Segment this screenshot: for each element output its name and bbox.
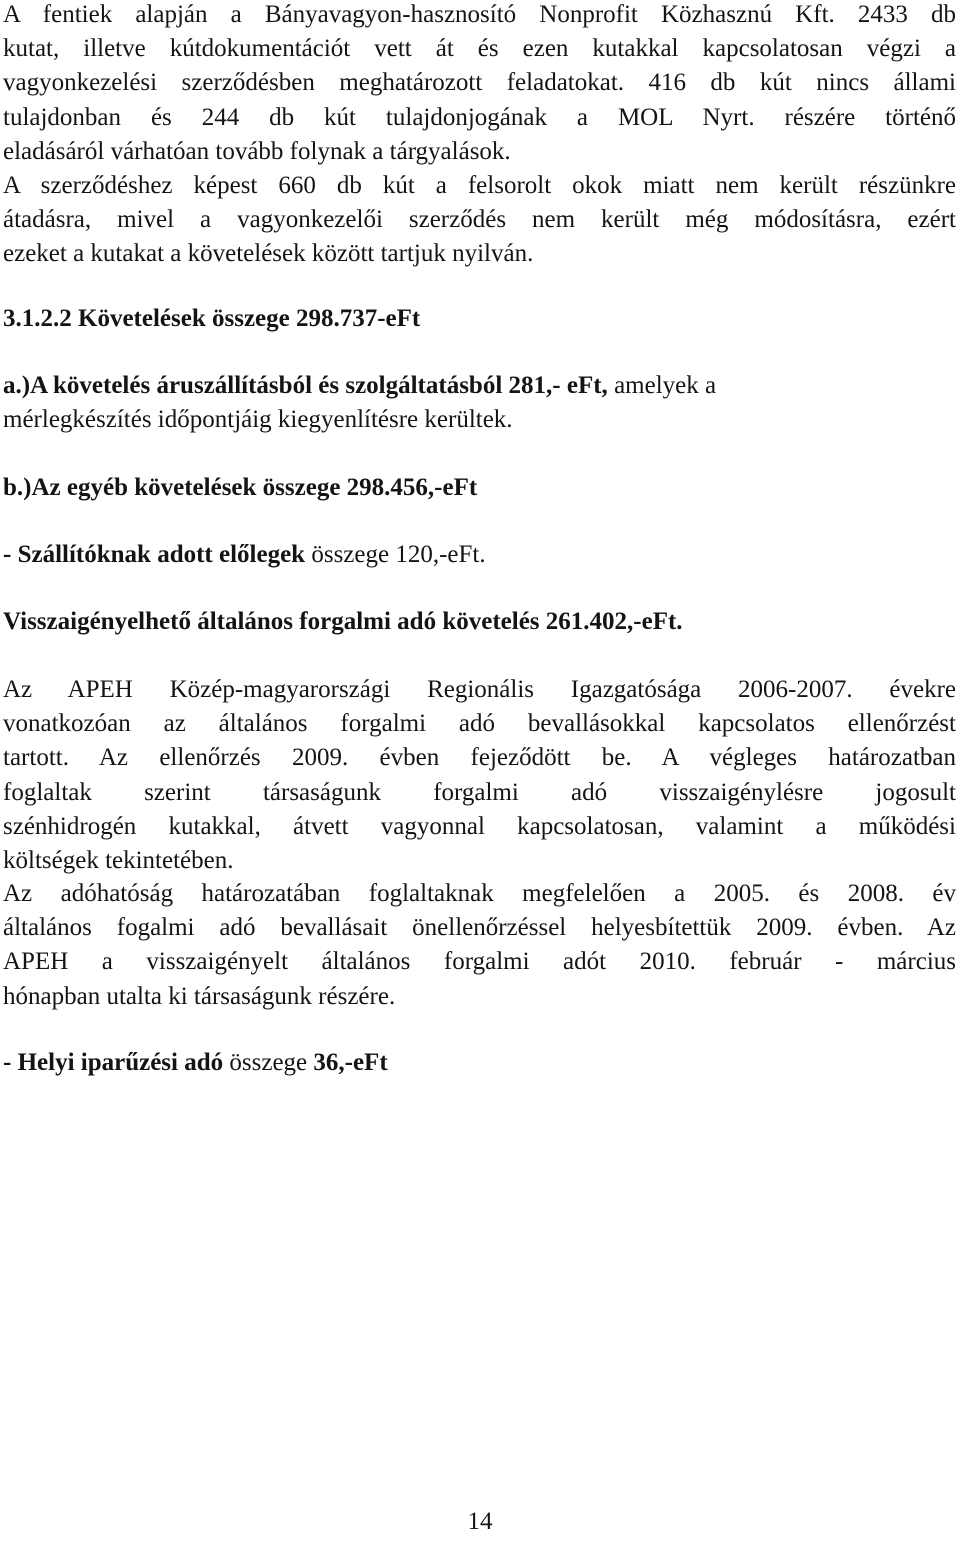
item-a-line-1 <box>3 369 956 403</box>
text-line: tartott. Az ellenőrzés 2009. évben fejeződött be. A végleges határozatban <box>3 744 956 772</box>
text-line: általános fogalmi adó bevallásait önellenőrzéssel helyesbítettük 2009. évben. Az <box>3 914 956 942</box>
local-tax-line <box>3 1046 388 1080</box>
text-line: foglaltak szerint társaságunk forgalmi adó visszaigénylésre jogosult <box>3 778 956 806</box>
vat-claim: Visszaigényelhető általános forgalmi adó követelés 261.402,-eFt. <box>3 608 683 635</box>
advance-bold: - Szállítóknak adott előlegek <box>3 541 306 568</box>
text-line: kutat, illetve kútdokumentációt vett át és ezen kutakkal kapcsolatosan végzi a <box>3 35 956 63</box>
text-line: Az APEH Közép-magyarországi Regionális Igazgatósága 2006-2007. évekre <box>3 676 956 703</box>
text-line: átadásra, mivel a vagyonkezelői szerződés nem került még módosításra, ezért <box>3 206 956 234</box>
advance-line <box>3 538 486 572</box>
advance-rest: összege 120,-eFt. <box>305 541 486 568</box>
text-line: szénhidrogén kutakkal, átvett vagyonnal kapcsolatosan, valamint a működési <box>3 812 956 840</box>
text-line: vagyonkezelési szerződésben meghatározott feladatokat. 416 db kút nincs állami <box>3 69 956 97</box>
text-line: eladásáról várhatóan tovább folynak a tárgyalások. <box>3 137 511 165</box>
text-line: tulajdonban és 244 db kút tulajdonjogának a MOL Nyrt. részére történő <box>3 103 956 131</box>
text-line: költségek tekintetében. <box>3 847 234 875</box>
text-line: APEH a visszaigényelt általános forgalmi adót 2010. február - március <box>3 948 956 976</box>
apeh-paragraph <box>3 673 956 878</box>
intro-paragraph <box>3 0 956 272</box>
text-line: A fentiek alapján a Bányavagyon-hasznosító Nonprofit Közhasznú Kft. 2433 db <box>3 1 956 28</box>
tax-paragraph <box>3 877 956 1014</box>
page-number: 14 <box>467 1508 493 1535</box>
item-a-rest: amelyek a <box>607 372 717 399</box>
local-tax-rest: összege <box>223 1049 314 1076</box>
text-line: vonatkozóan az általános forgalmi adó bevallásokkal kapcsolatos ellenőrzést <box>3 710 956 738</box>
text-line: A szerződéshez képest 660 db kút a felsorolt okok miatt nem került részünkre <box>3 172 956 200</box>
item-a-bold: a.)A követelés áruszállításból és szolgáltatásból 281,- eFt, <box>3 372 608 399</box>
section-heading: 3.1.2.2 Követelések összege 298.737-eFt <box>3 305 421 332</box>
item-a <box>3 369 956 437</box>
text-line: Az adóhatóság határozatában foglaltaknak megfelelően a 2005. és 2008. év <box>3 880 956 907</box>
local-tax-bold: - Helyi iparűzési adó <box>3 1049 224 1076</box>
item-b: b.)Az egyéb követelések összege 298.456,-eFt <box>3 474 478 501</box>
item-a-line-2: mérlegkészítés időpontjáig kiegyenlítésre kerültek. <box>3 406 513 433</box>
text-line: hónapban utalta ki társaságunk részére. <box>3 982 396 1010</box>
local-tax-amount: 36,-eFt <box>313 1049 388 1076</box>
text-line: ezeket a kutakat a követelések között tartjuk nyilván. <box>3 240 534 268</box>
